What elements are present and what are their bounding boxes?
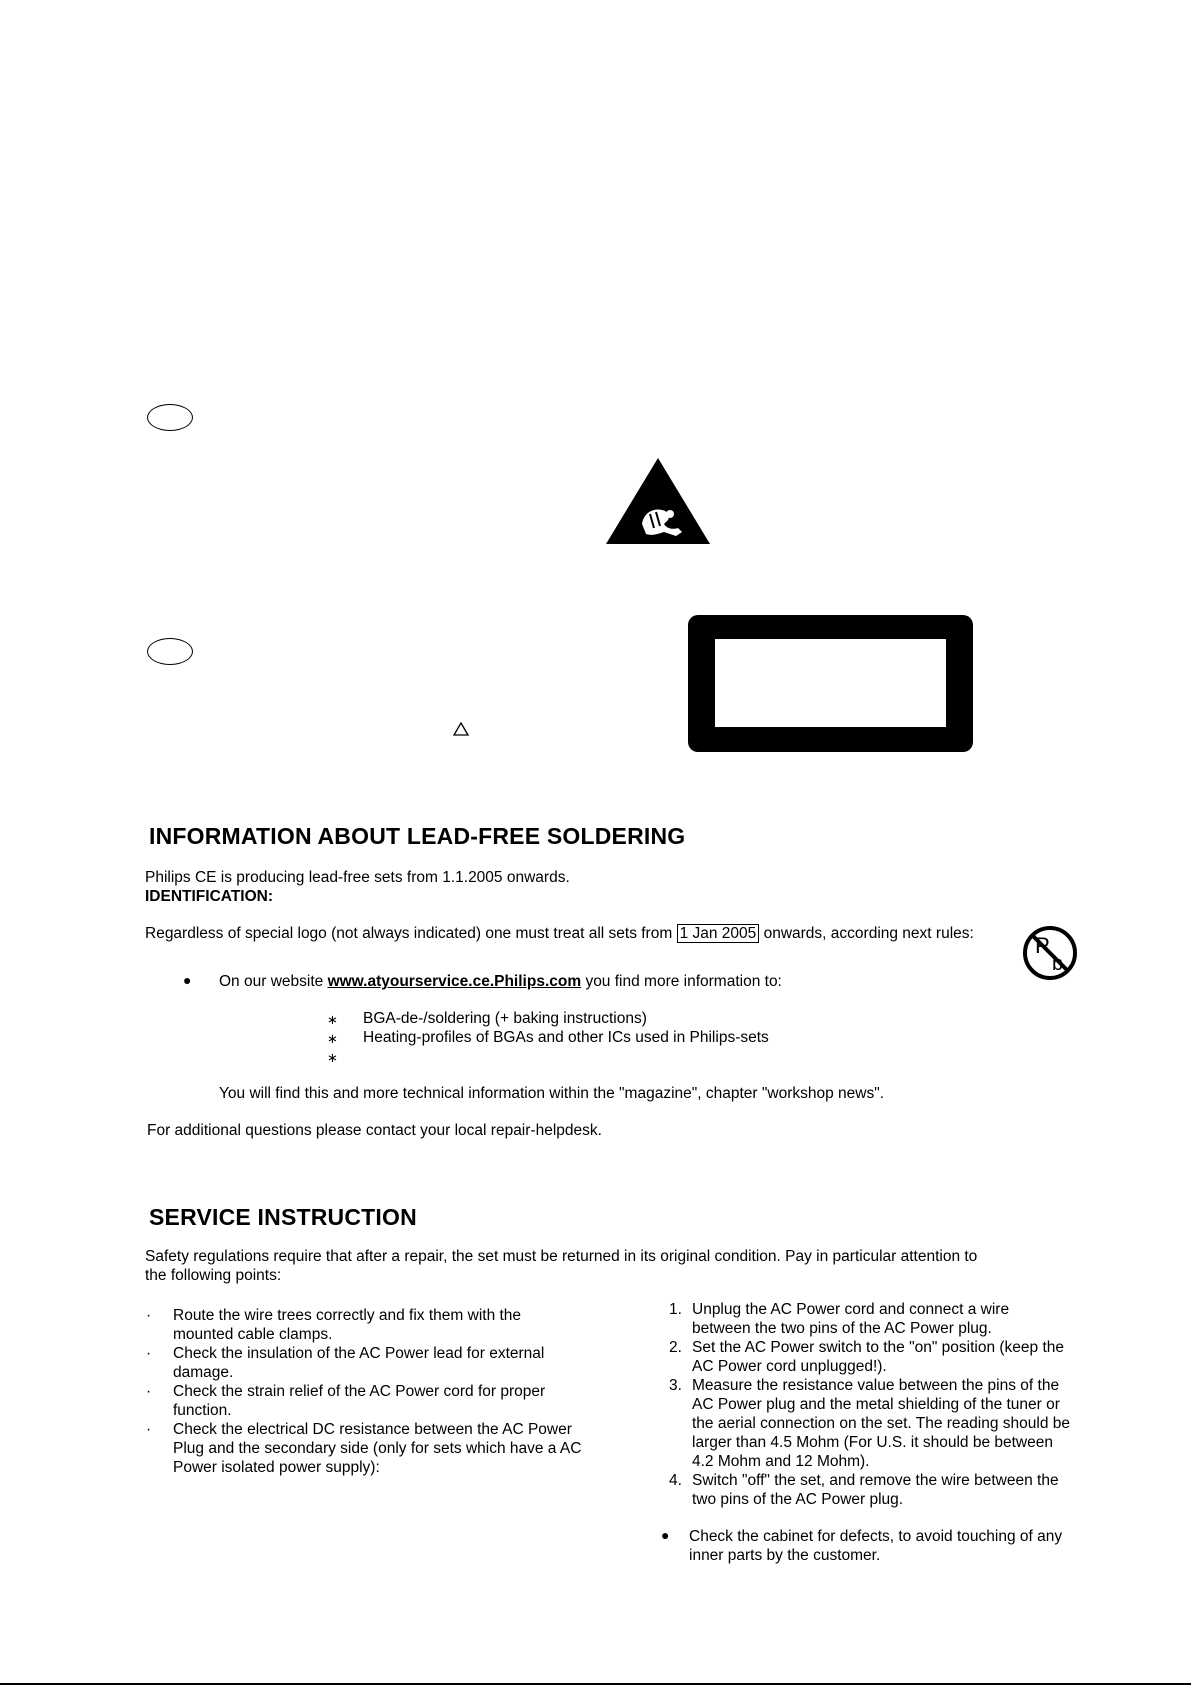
website-link[interactable]: www.atyourservice.ce.Philips.com: [327, 973, 582, 990]
step-3-line2: AC Power plug and the metal shielding of the tuner or: [692, 1396, 1060, 1413]
rule-text-after: onwards, according next rules:: [763, 925, 974, 942]
step-1-line1: Unplug the AC Power cord and connect a wire: [692, 1301, 1010, 1318]
rule-text-before: Regardless of special logo (not always indicated) one must treat all sets from: [145, 925, 673, 942]
left-item-3-line2: function.: [173, 1402, 232, 1419]
step-3-line4: larger than 4.5 Mohm (For U.S. it should be between: [692, 1434, 1053, 1451]
star-bullet-1: ∗: [327, 1012, 338, 1027]
left-bullet-2: ·: [146, 1345, 152, 1362]
label-frame-inner: [715, 639, 946, 727]
cabinet-check-line2: inner parts by the customer.: [689, 1547, 881, 1564]
service-intro-line1: Safety regulations require that after a repair, the set must be returned in its original condition. Pay in particular attention to: [145, 1248, 978, 1265]
step-2-line2: AC Power cord unplugged!).: [692, 1358, 887, 1375]
left-item-1-line2: mounted cable clamps.: [173, 1326, 333, 1343]
step-4-line2: two pins of the AC Power plug.: [692, 1491, 904, 1508]
oval-marker-top: [147, 404, 193, 431]
step-1-line2: between the two pins of the AC Power plug.: [692, 1320, 992, 1337]
magazine-note: You will find this and more technical information within the "magazine", chapter "workshop news".: [219, 1085, 885, 1102]
cabinet-check-line1: Check the cabinet for defects, to avoid touching of any: [689, 1528, 1063, 1545]
star-bullet-2: ∗: [327, 1031, 338, 1046]
helpdesk-note: For additional questions please contact your local repair-helpdesk.: [147, 1122, 602, 1139]
svg-text:P: P: [1035, 933, 1050, 958]
left-item-4-line3: Power isolated power supply):: [173, 1459, 380, 1476]
step-number-4: 4.: [669, 1472, 682, 1489]
step-number-3: 3.: [669, 1377, 682, 1394]
identification-title: IDENTIFICATION:: [145, 888, 274, 905]
left-item-4-line1: Check the electrical DC resistance between the AC Power: [173, 1421, 572, 1438]
label-frame: [688, 615, 973, 752]
step-4-line1: Switch "off" the set, and remove the wire between the: [692, 1472, 1059, 1489]
step-3-line3: the aerial connection on the set. The reading should be: [692, 1415, 1071, 1432]
website-bullet: ●: [183, 972, 192, 988]
lead-free-pb-icon: [1022, 925, 1078, 981]
service-heading: SERVICE INSTRUCTION: [149, 1204, 417, 1230]
bullet-item-1: BGA-de-/soldering (+ baking instructions): [363, 1010, 647, 1027]
bullet-item-2: Heating-profiles of BGAs and other ICs used in Philips-sets: [363, 1029, 769, 1046]
website-line: [219, 972, 782, 991]
step-number-1: 1.: [669, 1301, 682, 1318]
step-3-line1: Measure the resistance value between the pins of the: [692, 1377, 1060, 1394]
lead-free-intro: Philips CE is producing lead-free sets from 1.1.2005 onwards.: [145, 869, 570, 886]
cabinet-bullet: ●: [661, 1527, 670, 1543]
step-3-line5: 4.2 Mohm and 12 Mohm).: [692, 1453, 870, 1470]
website-text-after: you find more information to:: [585, 973, 782, 990]
left-item-2-line2: damage.: [173, 1364, 234, 1381]
left-bullet-4: ·: [146, 1421, 152, 1438]
service-intro-line2: the following points:: [145, 1267, 282, 1284]
step-2-line1: Set the AC Power switch to the "on" position (keep the: [692, 1339, 1065, 1356]
left-item-4-line2: Plug and the secondary side (only for sets which have a AC: [173, 1440, 582, 1457]
left-item-3-line1: Check the strain relief of the AC Power cord for proper: [173, 1383, 546, 1400]
left-bullet-3: ·: [146, 1383, 152, 1400]
website-text-before: On our website: [219, 973, 324, 990]
left-item-2-line1: Check the insulation of the AC Power lead for external: [173, 1345, 545, 1362]
rule-date-box: 1 Jan 2005: [677, 924, 760, 943]
oval-marker-bottom: [147, 638, 193, 665]
left-item-1-line1: Route the wire trees correctly and fix them with the: [173, 1307, 522, 1324]
lead-free-rule: [145, 924, 974, 943]
left-bullet-1: ·: [146, 1307, 152, 1324]
star-bullet-3: ∗: [327, 1050, 338, 1065]
esd-warning-icon: [606, 458, 710, 546]
svg-text:b: b: [1052, 953, 1064, 975]
lead-free-heading: INFORMATION ABOUT LEAD-FREE SOLDERING: [149, 823, 686, 849]
warning-triangle-icon: [453, 722, 469, 736]
step-number-2: 2.: [669, 1339, 682, 1356]
